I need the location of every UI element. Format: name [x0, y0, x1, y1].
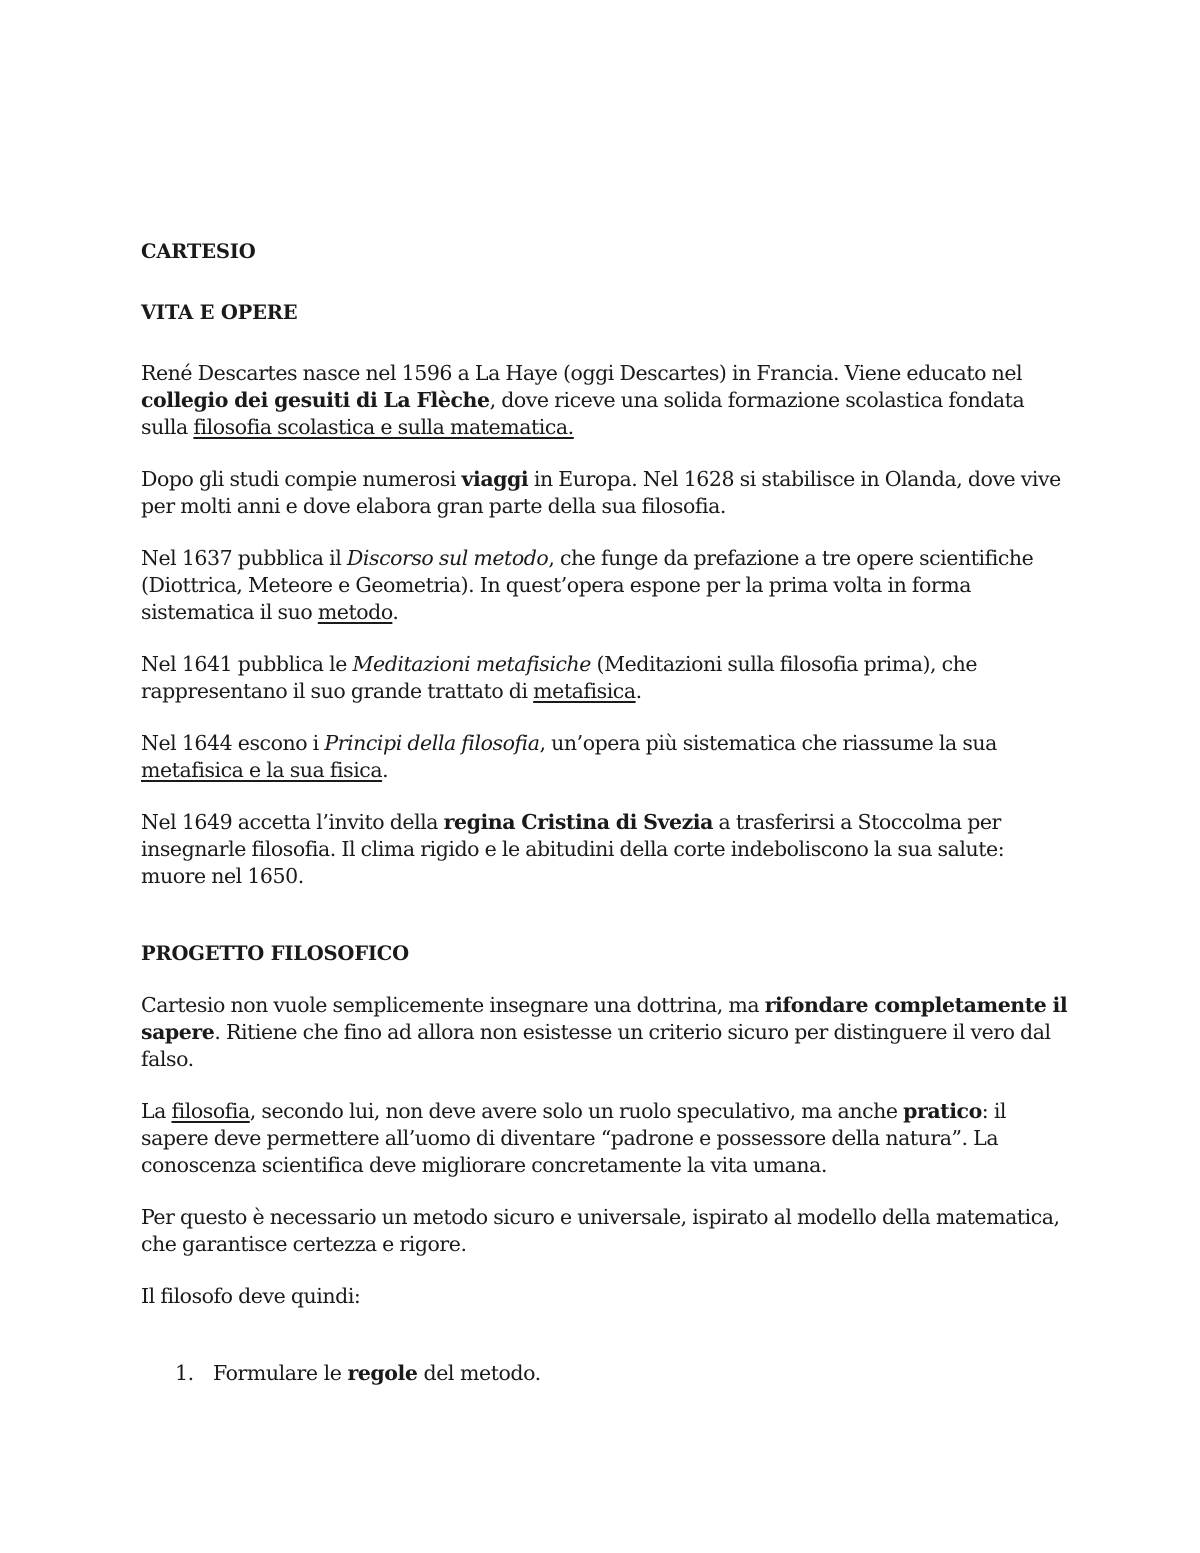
paragraph-filosofo-deve: Il filosofo deve quindi: [141, 1284, 361, 1308]
paragraph-birth: René Descartes nasce nel 1596 a La Haye (oggi Descartes) in Francia. Viene educato nel collegio dei gesuiti di La Flèche, dove riceve una solida formazione scolastica fondata sulla filosofia scolastica e sulla matematica. [141, 361, 1025, 439]
section-heading-vita-e-opere: VITA E OPERE [141, 301, 298, 324]
paragraph-meditazioni: Nel 1641 pubblica le Meditazioni metafisiche (Meditazioni sulla filosofia prima), che rappresentano il suo grande trattato di metafisica. [141, 652, 978, 703]
paragraph-metodo-universale: Per questo è necessario un metodo sicuro e universale, ispirato al modello della matematica, che garantisce certezza e rigore. [141, 1205, 1060, 1256]
list-item: 1. Formulare le regole del metodo. [175, 1361, 541, 1385]
paragraph-stoccolma: Nel 1649 accetta l’invito della regina Cristina di Svezia a trasferirsi a Stoccolma per insegnarle filosofia. Il clima rigido e le abitudini della corte indeboliscono la sua salute: muore nel 1650. [141, 810, 1005, 888]
paragraph-principi: Nel 1644 escono i Principi della filosofia, un’opera più sistematica che riassume la sua metafisica e la sua fisica. [141, 731, 997, 782]
section-heading-progetto-filosofico: PROGETTO FILOSOFICO [141, 942, 409, 965]
paragraph-travels: Dopo gli studi compie numerosi viaggi in Europa. Nel 1628 si stabilisce in Olanda, dove vive per molti anni e dove elabora gran parte della sua filosofia. [141, 467, 1061, 518]
paragraph-rifondare: Cartesio non vuole semplicemente insegnare una dottrina, ma rifondare completamente il sapere. Ritiene che fino ad allora non esistesse un criterio sicuro per distinguere il vero dal falso. [141, 993, 1068, 1071]
paragraph-discorso: Nel 1637 pubblica il Discorso sul metodo, che funge da prefazione a tre opere scientifiche (Diottrica, Meteore e Geometria). In quest’opera espone per la prima volta in forma sistematica il suo metodo. [141, 546, 1034, 624]
numbered-list [141, 1360, 1071, 1387]
list-number: 1. [175, 1361, 194, 1385]
paragraph-filosofia-pratica: La filosofia, secondo lui, non deve avere solo un ruolo speculativo, ma anche pratico: il sapere deve permettere all’uomo di diventare “padrone e possessore della natura”. La conoscenza scientifica deve migliorare concretamente la vita umana. [141, 1099, 1007, 1177]
document-page [141, 238, 1071, 1387]
document-title: CARTESIO [141, 240, 256, 263]
